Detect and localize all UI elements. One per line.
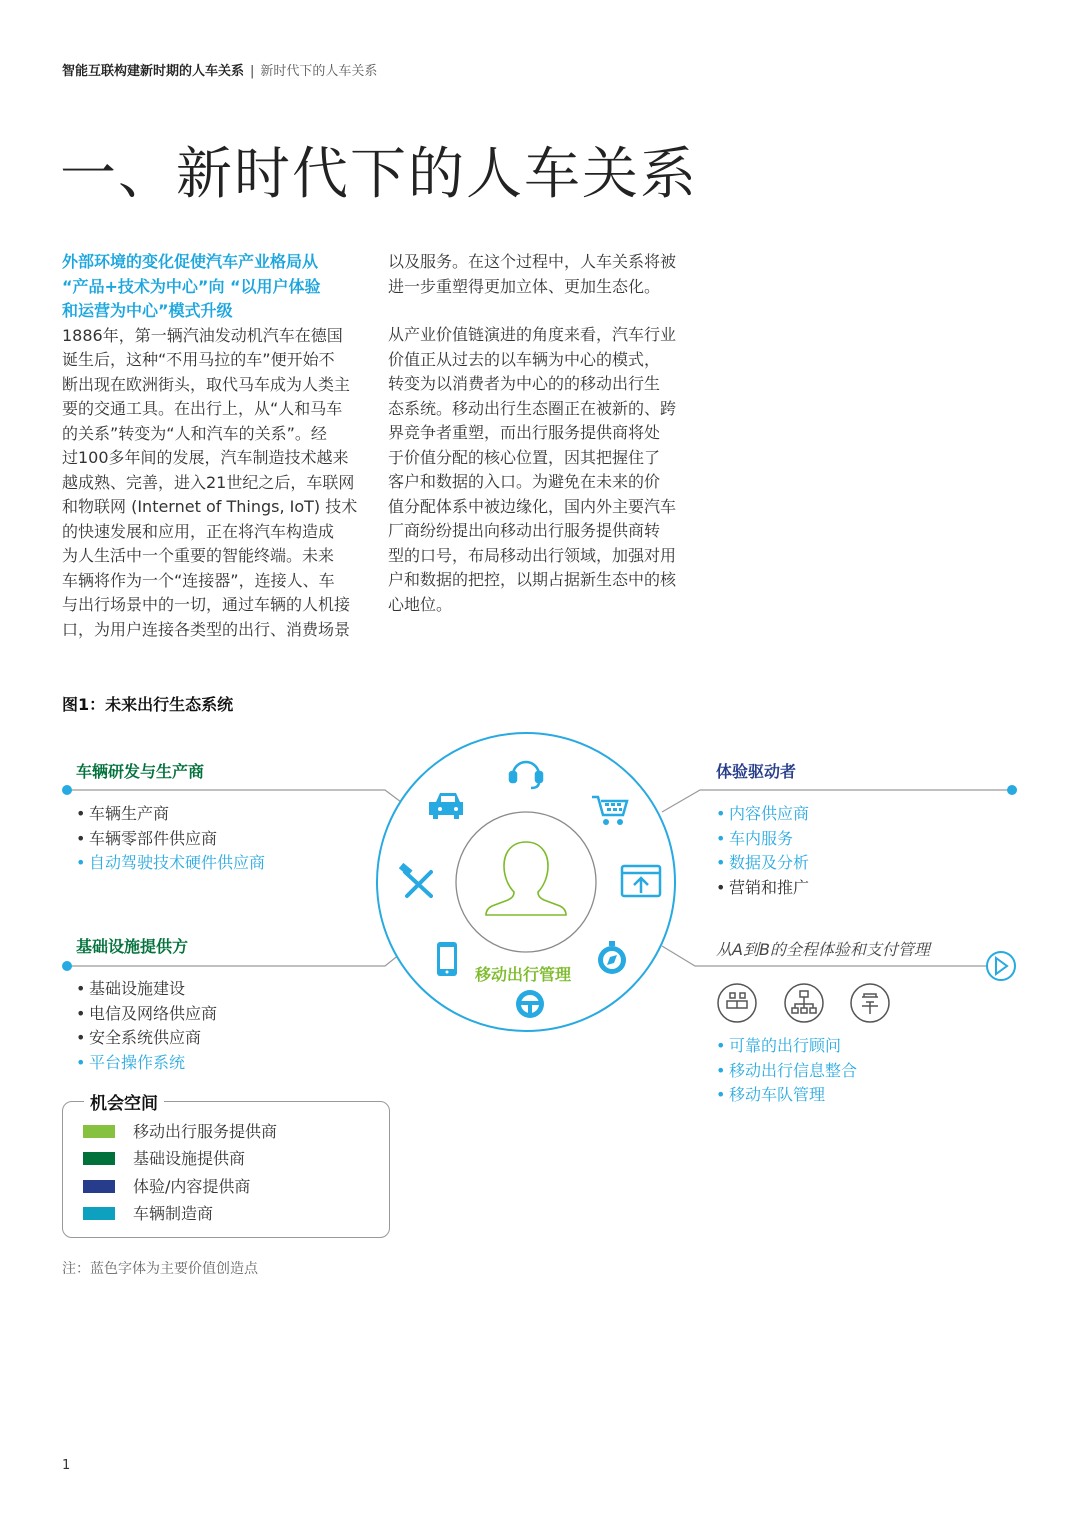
list-item: • 营销和推广 [716,876,809,901]
legend-label: 移动出行服务提供商 [133,1122,278,1141]
list-item: • 基础设施建设 [76,977,217,1002]
body-line: 进一步重塑得更加立体、更加生态化。 [388,276,661,296]
page-title: 一、新时代下的人车关系 [60,142,698,207]
legend-label: 基础设施提供商 [133,1149,246,1168]
body-line: 越成熟、完善，进入21世纪之后，车联网 [62,472,355,492]
header-title: 智能互联构建新时期的人车关系 [62,64,245,79]
list-item: • 自动驾驶技术硬件供应商 [76,851,265,876]
body-line: 界竞争者重塑，而出行服务提供商将处 [388,423,661,442]
page-number: 1 [62,1458,71,1473]
header-separator: | [250,64,255,79]
subhead-line: 和运营为中心”模式升级 [62,301,233,320]
body-line: 口，为用户连接各类型的出行、消费场景 [62,619,351,639]
connector-dot [1007,785,1017,795]
parking-icon [851,984,889,1022]
legend-swatch [83,1125,115,1138]
mobility-services-list [716,1034,857,1108]
body-line: 从产业价值链演进的角度来看，汽车行业 [388,325,677,344]
list-item: • 电信及网络供应商 [76,1002,217,1027]
list-item: • 平台操作系统 [76,1051,217,1076]
legend-item [83,1149,363,1169]
figure-caption: 图1：未来出行生态系统 [62,695,234,714]
body-line: 的关系”转变为“人和汽车的关系”。经 [62,423,327,443]
legend-swatch [83,1152,115,1165]
vehicle-producers-list [76,802,265,876]
figure-note: 注：蓝色字体为主要价值创造点 [62,1261,258,1277]
body-line: 值分配体系中被边缘化，国内外主要汽车 [388,496,677,516]
infrastructure-list [76,977,217,1075]
body-line: 价值正从过去的以车辆为中心的模式， [388,349,661,369]
body-line: 转变为以消费者为中心的的移动出行生 [388,374,661,393]
body-line: 诞生后，这种“不用马拉的车”便开始不 [62,350,335,369]
body-line: 的快速发展和应用，正在将汽车构造成 [62,521,335,541]
connector-dot [62,961,72,971]
body-line: 态系统。移动出行生态圈正在被新的、跨 [388,398,677,418]
legend-title: 机会空间 [84,1089,164,1114]
body-line: 心地位。 [388,594,453,614]
steering-wheel-icon [516,990,544,1018]
list-item: • 车辆生产商 [76,802,265,827]
subhead-line: “产品+技术为中心”向 “以用户体验 [62,276,321,296]
connector-right-top [662,790,1012,812]
legend-swatch [83,1180,115,1193]
seats-icon [718,984,756,1022]
list-item: • 移动出行信息整合 [716,1059,857,1084]
body-line: 型的口号，布局移动出行领域，加强对用 [388,545,677,565]
list-item: • 可靠的出行顾问 [716,1034,857,1059]
vehicle-producers-heading: 车辆研发与生产商 [76,762,205,781]
inner-ring [456,812,596,952]
body-line: 户和数据的把控，以期占据新生态中的核 [388,570,677,589]
legend-item [83,1204,363,1224]
experience-drivers-list [716,802,809,900]
journey-label: 从A到B的全程体验和支付管理 [716,940,930,959]
play-arrow-icon [987,952,1015,980]
header-subtitle: 新时代下的人车关系 [260,64,378,79]
body-line: 客户和数据的入口。为避免在未来的价 [388,472,661,491]
smartphone-icon [437,942,457,976]
legend-label: 车辆制造商 [133,1204,214,1223]
list-item: • 安全系统供应商 [76,1026,217,1051]
list-item: • 车内服务 [716,827,809,852]
legend-item [83,1122,363,1142]
legend-swatch [83,1207,115,1220]
body-line: 于价值分配的核心位置，因其把握住了 [388,447,661,467]
subhead-line: 外部环境的变化促使汽车产业格局从 [62,252,319,271]
body-line: 车辆将作为一个“连接器”，连接人、车 [62,570,335,590]
network-icon [785,984,823,1022]
infrastructure-heading: 基础设施提供方 [76,937,189,956]
legend-label: 体验/内容提供商 [133,1177,251,1196]
body-line: 和物联网 (Internet of Things, IoT) 技术 [62,497,358,516]
list-item: • 内容供应商 [716,802,809,827]
experience-drivers-heading: 体验驱动者 [716,762,797,781]
legend-item [83,1177,363,1197]
center-label: 移动出行管理 [475,965,572,984]
body-line: 与出行场景中的一切，通过车辆的人机接 [62,595,351,614]
body-line: 以及服务。在这个过程中，人车关系将被 [388,252,677,271]
body-line: 厂商纷纷提出向移动出行服务提供商转 [388,521,661,540]
body-line: 1886年，第一辆汽油发动机汽车在德国 [62,325,343,345]
body-line: 为人生活中一个重要的智能终端。未来 [62,546,335,565]
list-item: • 移动车队管理 [716,1083,857,1108]
list-item: • 数据及分析 [716,851,809,876]
body-line: 断出现在欧洲街头，取代马车成为人类主 [62,374,351,394]
body-line: 要的交通工具。在出行上，从“人和马车 [62,399,343,418]
list-item: • 车辆零部件供应商 [76,827,265,852]
connector-dot [62,785,72,795]
body-line: 过100多年间的发展，汽车制造技术越来 [62,448,349,467]
